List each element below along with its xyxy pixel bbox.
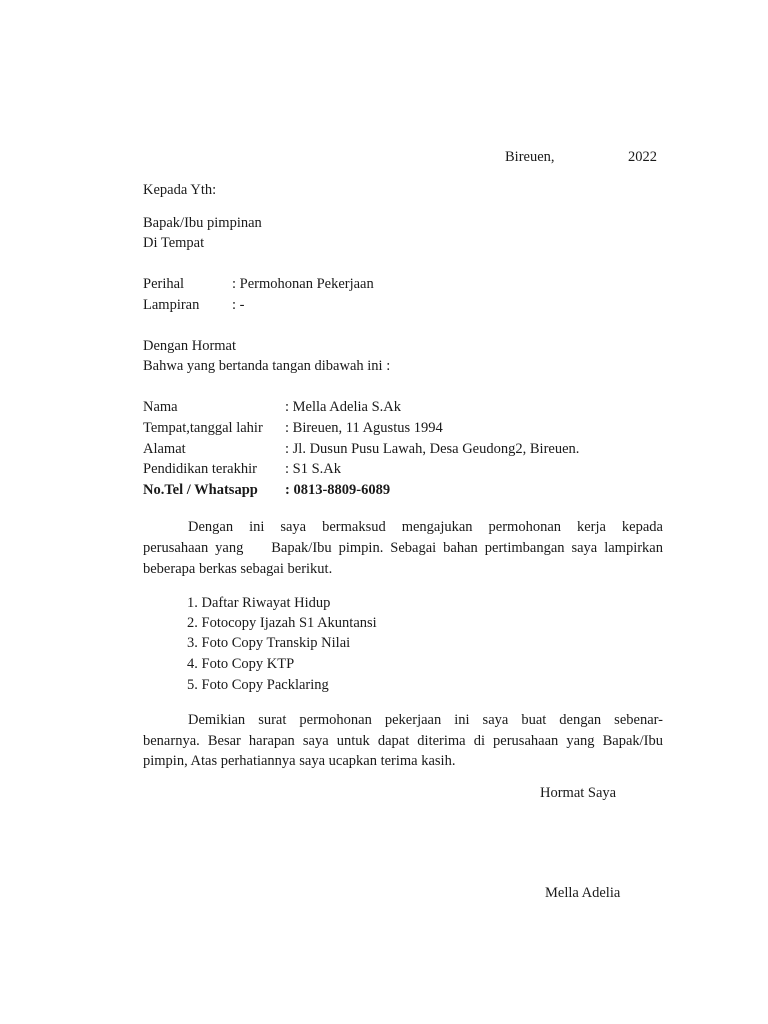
- attachment-item: 1. Daftar Riwayat Hidup: [187, 595, 331, 611]
- identity-value: : Bireuen, 11 Agustus 1994: [285, 420, 443, 436]
- attachment-item: 5. Foto Copy Packlaring: [187, 677, 329, 693]
- letter-city: Bireuen,: [505, 149, 555, 165]
- recipient-salutation: Kepada Yth:: [143, 182, 217, 198]
- attachment-label: Lampiran: [143, 297, 200, 313]
- letter-year: 2022: [628, 149, 657, 165]
- identity-value: : S1 S.Ak: [285, 461, 342, 477]
- paragraph2-line: benarnya. Besar harapan saya untuk dapat diterima di perusahaan yang Bapak/Ibu: [143, 733, 663, 749]
- intro: Bahwa yang bertanda tangan dibawah ini :: [143, 358, 391, 374]
- identity-label: Nama: [143, 399, 178, 415]
- identity-value: : Jl. Dusun Pusu Lawah, Desa Geudong2, Bireuen.: [285, 441, 580, 457]
- recipient-line2: Di Tempat: [143, 235, 205, 251]
- attachment-item: 4. Foto Copy KTP: [187, 656, 295, 672]
- paragraph1-line: beberapa berkas sebagai berikut.: [143, 561, 333, 577]
- identity-label: Alamat: [143, 441, 186, 457]
- identity-label: Pendidikan terakhir: [143, 461, 257, 477]
- identity-label: No.Tel / Whatsapp: [143, 482, 258, 498]
- paragraph1-line: perusahaan yang Bapak/Ibu pimpin. Sebagai bahan pertimbangan saya lampirkan: [143, 540, 663, 556]
- identity-value: : Mella Adelia S.Ak: [285, 399, 401, 415]
- attachment-item: 3. Foto Copy Transkip Nilai: [187, 635, 351, 651]
- recipient-line1: Bapak/Ibu pimpinan: [143, 215, 262, 231]
- greeting: Dengan Hormat: [143, 338, 237, 354]
- closing-regards: Hormat Saya: [540, 785, 617, 801]
- identity-value: : 0813-8809-6089: [285, 482, 391, 498]
- paragraph2-line: pimpin, Atas perhatiannya saya ucapkan terima kasih.: [143, 753, 456, 769]
- identity-label: Tempat,tanggal lahir: [143, 420, 263, 436]
- subject-label: Perihal: [143, 276, 185, 292]
- attachment-item: 2. Fotocopy Ijazah S1 Akuntansi: [187, 615, 377, 631]
- signatory-name: Mella Adelia: [545, 885, 621, 901]
- attachment-value: : -: [232, 297, 245, 313]
- paragraph2-line: Demikian surat permohonan pekerjaan ini saya buat dengan sebenar-: [188, 712, 663, 728]
- paragraph1-line: Dengan ini saya bermaksud mengajukan permohonan kerja kepada: [188, 519, 663, 535]
- subject-value: : Permohonan Pekerjaan: [232, 276, 374, 292]
